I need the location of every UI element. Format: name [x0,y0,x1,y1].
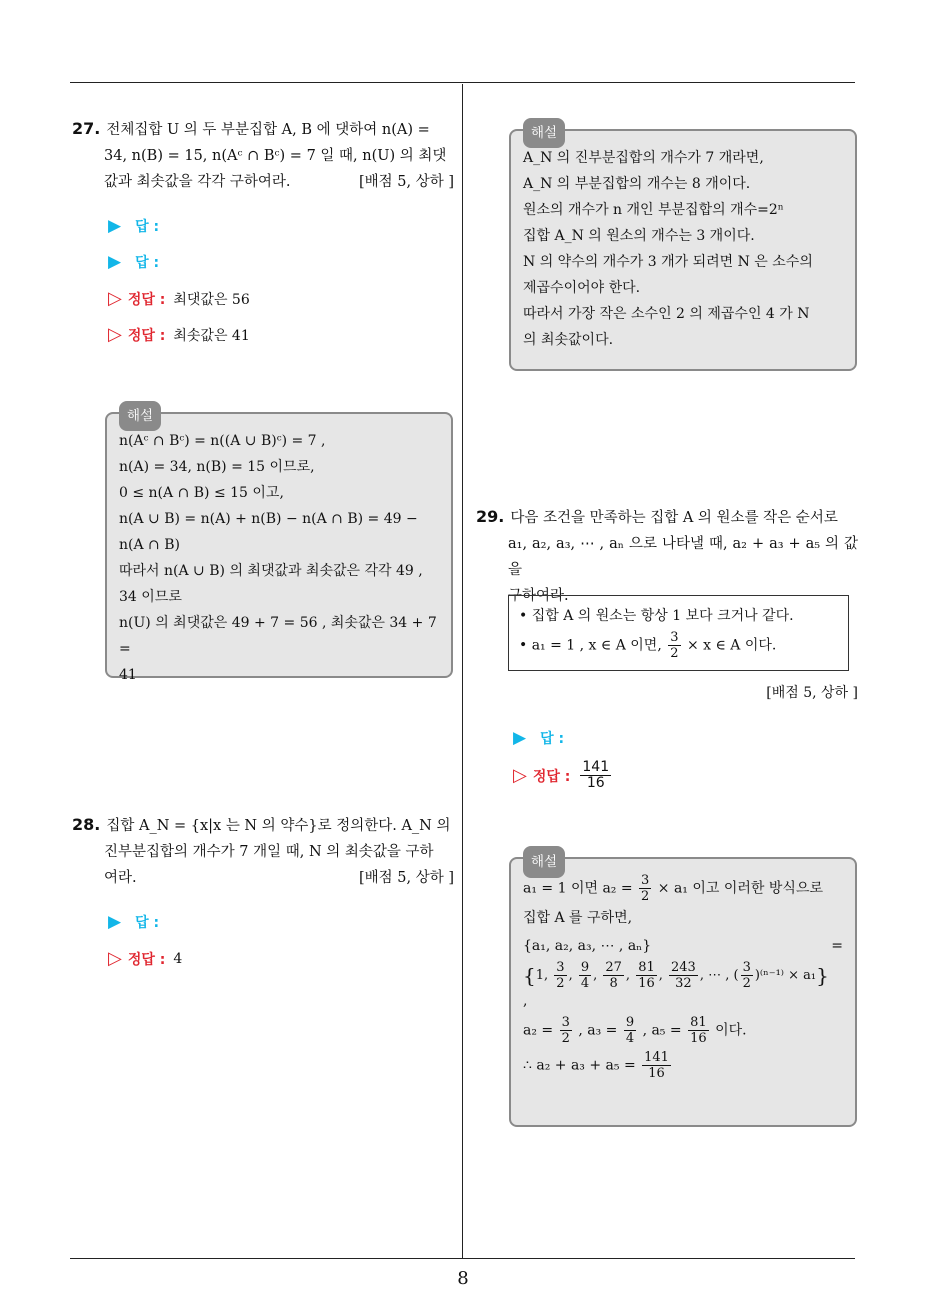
explanation-line: , [523,993,528,1009]
expl-text: {a₁, a₂, a₃, ⋯ , aₙ} [523,938,652,954]
score-label: [배점 5, 상하 ] [766,685,858,701]
explanation-line: n(A) = 34, n(B) = 15 이므로, [119,459,315,475]
problem-number: 27. [72,119,101,138]
correct-answer-value: 최솟값은 41 [173,327,250,344]
answer-label: 답 : [135,219,160,235]
expl-text: , a₅ = [642,1022,682,1039]
condition-text: × x ∈ A 이다. [686,637,777,654]
explanation-line [523,1050,843,1081]
denominator: 2 [561,1031,570,1046]
explanation-line: n(A ∪ B) = n(A) + n(B) − n(A ∩ B) = 49 − [119,511,418,527]
answer-line [108,912,159,932]
problem-number: 29. [476,507,505,526]
numerator: 81 [638,960,655,975]
numerator: 81 [690,1015,707,1030]
open-triangle-icon: ▷ [108,324,122,345]
numerator: 141 [582,759,610,775]
explanation-line: n(Aᶜ ∩ Bᶜ) = n((A ∪ B)ᶜ) = 7 , [119,433,326,449]
answer-label: 답 : [540,731,565,747]
score-label: [배점 5, 상하 ] [358,870,454,886]
problem-29 [476,504,858,609]
answer-line [108,252,159,272]
explanation-line: 제곱수이어야 한다. [523,280,641,296]
correct-answer-line [513,760,613,791]
explanation-line: 따라서 n(A ∪ B) 의 최댓값과 최솟값은 각각 49 , [119,563,423,579]
correct-answer-line [108,948,182,969]
denominator: 16 [638,976,655,991]
explanation-line: {1, $\frac{3}{2}$ , $\frac{9}{4}$ , $\frac{27}{8}$ , $\frac{81}{16}$ , $\frac{243}{32}$ , ⋯ , ( $\frac{3}{2}$ )⁽ⁿ⁻¹⁾ × a₁} [523,960,829,991]
problem-number: 28. [72,815,101,834]
denominator: 16 [690,1031,707,1046]
explanation-line: 의 최솟값이다. [523,332,614,348]
fraction [668,630,680,661]
fraction [741,960,753,991]
explanation-line: 원소의 개수가 n 개인 부분집합의 개수=2ⁿ [523,202,784,218]
fraction [560,1015,572,1046]
denominator: 2 [742,976,751,991]
problem-27 [72,116,454,195]
fraction [624,1015,636,1046]
fraction [669,960,698,991]
play-triangle-icon: ▶ [108,912,122,932]
numerator: 3 [556,960,565,975]
explanation-line: 34 이므로 [119,589,182,605]
denominator: 16 [648,1066,665,1081]
condition-box [508,595,849,671]
explanation-line: 0 ≤ n(A ∩ B) ≤ 15 이고, [119,485,284,501]
correct-label: 정답 : [532,768,571,785]
problem-text-line: a₁, a₂, a₃, ⋯ , aₙ 으로 나타낼 때, a₂ + a₃ + a₅ 의 값을 [508,536,858,578]
play-triangle-icon: ▶ [108,252,122,272]
problem-text-line: 구하여라. [508,588,569,604]
expl-text: , a₃ = [578,1022,618,1039]
page-number: 8 [457,1268,469,1289]
answer-label: 답 : [135,255,160,271]
correct-label: 정답 : [127,291,166,308]
explanation-line: N 의 약수의 개수가 3 개가 되려면 N 은 소수의 [523,254,813,270]
fraction [579,960,591,991]
explanation-line: A_N 의 부분집합의 개수는 8 개이다. [523,176,751,192]
problem-text-line: 진부분집합의 개수가 7 개일 때, N 의 최솟값을 구하 [104,844,434,860]
fraction [639,873,651,904]
explanation-box-28 [509,125,857,371]
explanation-line: n(A ∩ B) [119,537,180,553]
numerator: 3 [742,960,751,975]
expl-text: × a₁ 이고 이러한 방식으로 [657,880,823,897]
fraction [688,1015,709,1046]
fraction [603,960,624,991]
explanation-tag: 해설 [119,401,161,431]
explanation-line: 집합 A 를 구하면, [523,910,633,926]
correct-answer-value: 최댓값은 56 [173,291,250,308]
denominator: 16 [586,775,605,791]
denominator: 2 [641,889,650,904]
correct-answer-value: 4 [173,950,183,967]
denominator: 32 [675,976,692,991]
correct-answer-line [108,324,250,345]
expl-text: ∴ a₂ + a₃ + a₅ = [523,1057,636,1074]
problem-text-line: 여라. [104,870,137,886]
correct-answer-line [108,288,250,309]
explanation-line: 41 [119,667,137,683]
denominator: 2 [556,976,565,991]
numerator: 3 [641,873,650,888]
answer-line [108,216,159,236]
condition-text: • a₁ = 1 , x ∈ A 이면, [519,637,662,654]
problem-text-line: 다음 조건을 만족하는 집합 A 의 원소를 작은 순서로 [510,510,838,526]
denominator: 2 [670,646,679,661]
numerator: 243 [671,960,696,975]
explanation-box-27 [105,408,453,683]
open-triangle-icon: ▷ [513,765,527,786]
fraction [554,960,566,991]
problem-28 [72,812,454,891]
condition-line: • 집합 A 의 원소는 항상 1 보다 크거나 같다. [519,608,794,624]
problem-text-line: 34, n(B) = 15, n(Aᶜ ∩ Bᶜ) = 7 일 때, n(U) 의 최댓 [104,148,447,164]
expl-text: 이다. [715,1022,747,1039]
expl-text: 1, [535,968,549,983]
explanation-line [523,1015,843,1046]
brace-close: } [816,963,829,988]
denominator: 8 [609,976,618,991]
top-rule [70,82,855,83]
fraction [642,1050,671,1081]
fraction [636,960,657,991]
play-triangle-icon: ▶ [108,216,122,236]
numerator: 9 [625,1015,635,1030]
numerator: 3 [670,630,679,645]
expl-text: = [831,938,843,954]
problem-text-line: 전체집합 U 의 두 부분집합 A, B 에 댓하여 n(A) = [106,122,430,138]
answer-line [513,728,564,748]
condition-line [519,630,838,661]
score-label: [배점 5, 상하 ] [358,174,454,190]
expl-text: )⁽ⁿ⁻¹⁾ × a₁ [754,968,817,983]
explanation-line: 따라서 가장 작은 소수인 2 의 제곱수인 4 가 N [523,306,810,322]
explanation-line [523,873,843,904]
expl-text: , ⋯ , ( [699,968,739,983]
expl-text: a₁ = 1 이면 a₂ = [523,880,633,897]
expl-text: a₂ = [523,1022,554,1039]
explanation-tag: 해설 [523,118,565,148]
numerator: 3 [561,1015,570,1030]
column-divider [462,84,463,1259]
numerator: 9 [580,960,590,975]
correct-label: 정답 : [127,951,166,968]
explanation-line: n(U) 의 최댓값은 49 + 7 = 56 , 최솟값은 34 + 7 = [119,615,437,657]
answer-label: 답 : [135,915,160,931]
bottom-rule [70,1258,855,1259]
correct-label: 정답 : [127,327,166,344]
numerator: 141 [644,1050,669,1065]
open-triangle-icon: ▷ [108,288,122,309]
brace-open: { [523,963,536,988]
explanation-tag: 해설 [523,846,565,878]
explanation-line: 집합 A_N 의 원소의 개수는 3 개이다. [523,228,755,244]
denominator: 4 [625,1031,635,1046]
explanation-line: A_N 의 진부분집합의 개수가 7 개라면, [523,150,764,166]
numerator: 27 [605,960,622,975]
problem-text-line: 값과 최솟값을 각각 구하여라. [104,174,291,190]
play-triangle-icon: ▶ [513,728,527,748]
open-triangle-icon: ▷ [108,948,122,969]
problem-text-line: 집합 A_N = {x|x 는 N 의 약수}로 정의한다. A_N 의 [106,818,451,834]
denominator: 4 [580,976,590,991]
explanation-line [523,932,843,960]
correct-answer-fraction [580,760,611,791]
explanation-box-29 [509,854,857,1127]
